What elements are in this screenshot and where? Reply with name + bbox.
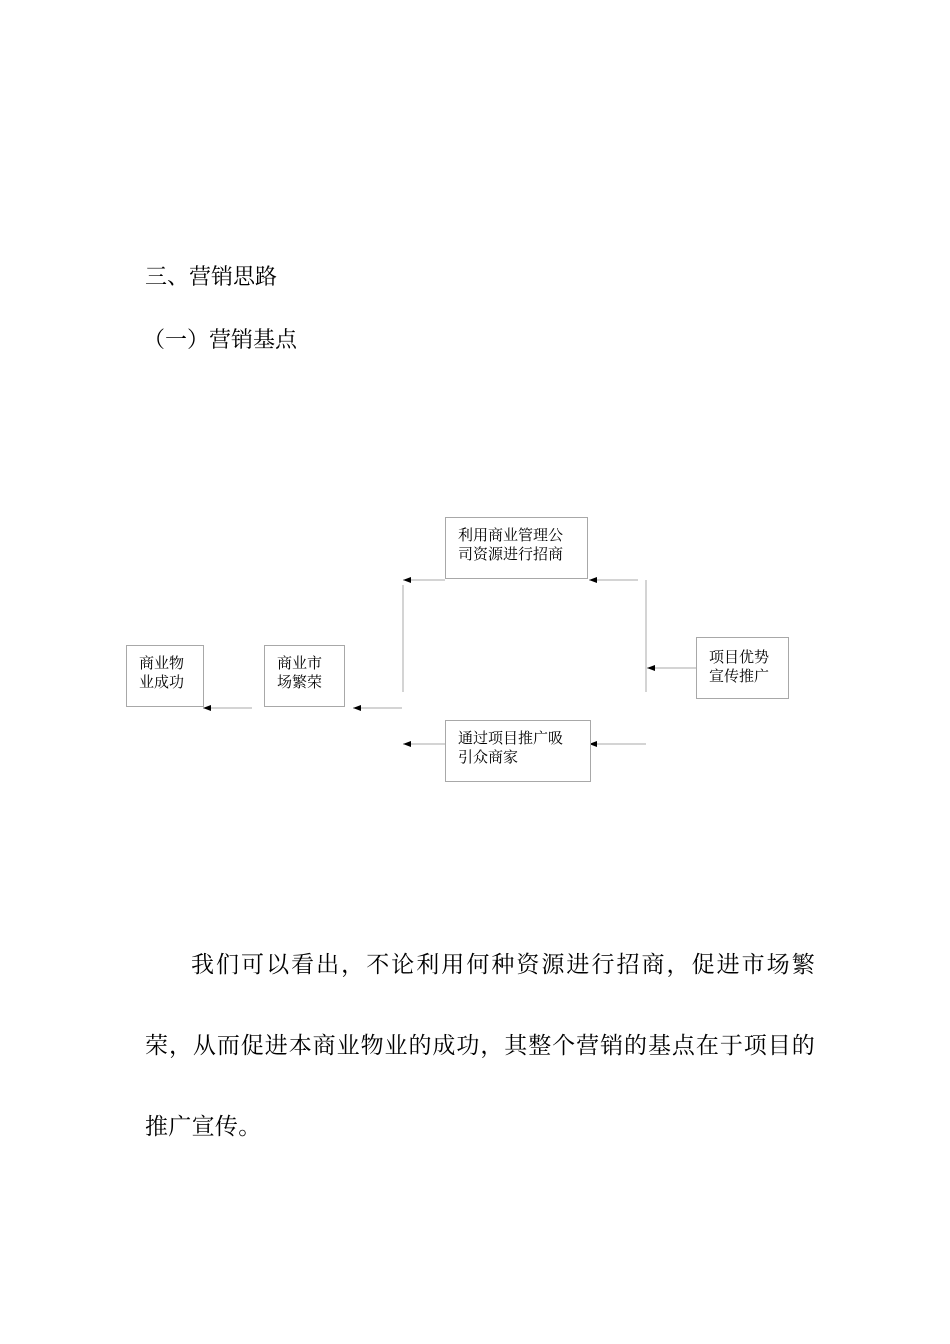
node-text-line: 场繁荣 xyxy=(277,673,323,691)
node-project-promotion xyxy=(445,720,591,782)
node-property-success xyxy=(126,645,204,707)
node-text-line: 宣传推广 xyxy=(709,667,770,685)
node-text-line: 通过项目推广吸 xyxy=(458,729,564,747)
subsection-heading: （一）营销基点 xyxy=(143,328,298,353)
node-text-line: 利用商业管理公 xyxy=(458,526,564,544)
node-text-line: 商业物 xyxy=(139,654,185,672)
node-project-advantage xyxy=(696,637,789,699)
node-text-line: 司资源进行招商 xyxy=(458,545,564,563)
node-text-line: 业成功 xyxy=(139,673,185,691)
section-heading: 三、营销思路 xyxy=(145,265,278,290)
node-text-line: 引众商家 xyxy=(458,748,519,766)
node-mgmt-resources xyxy=(445,517,588,579)
node-text-line: 商业市 xyxy=(277,654,323,672)
node-market-prosperity xyxy=(264,645,345,707)
node-text-line: 项目优势 xyxy=(709,648,770,666)
body-paragraph: 我们可以看出，不论利用何种资源进行招商，促进市场繁荣，从而促进本商业物业的成功，其整个营销的基点在于项目的推广宣传。 xyxy=(145,952,815,1140)
